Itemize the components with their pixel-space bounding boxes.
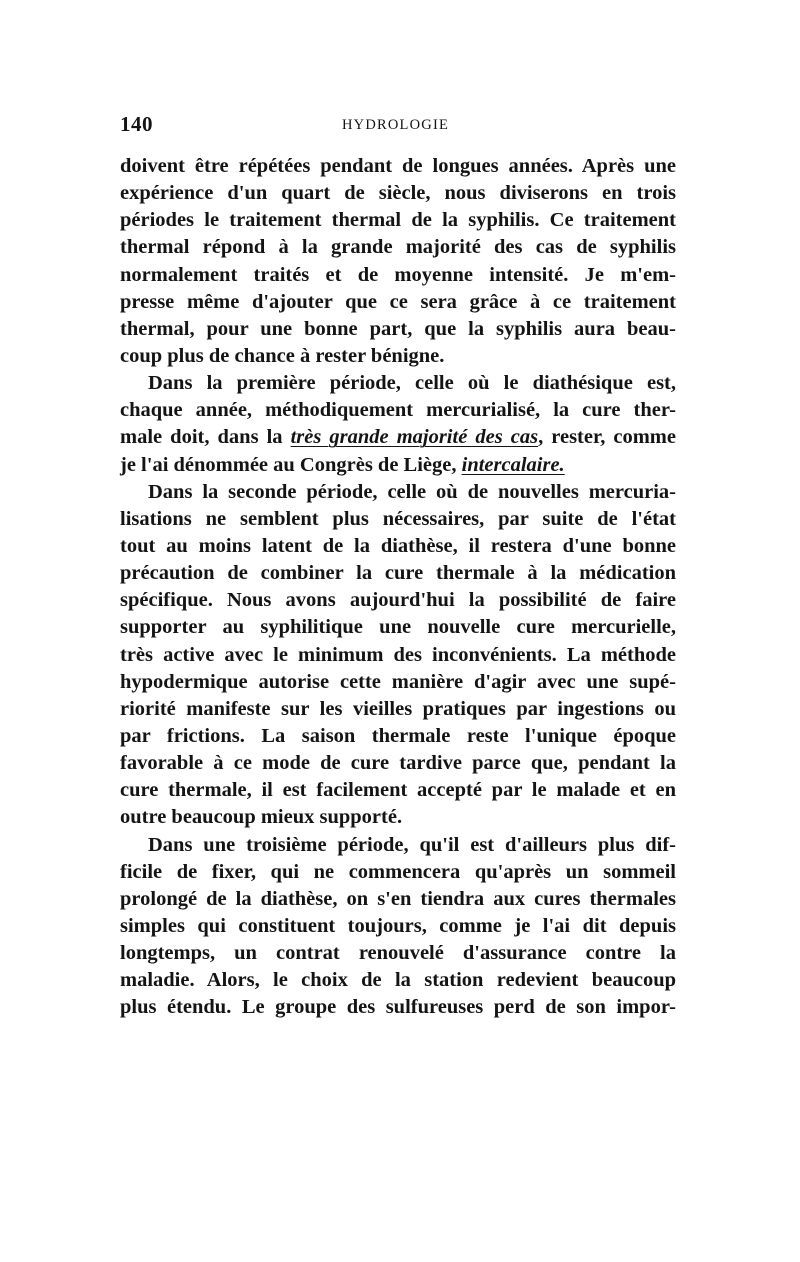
text-line: périodes le traitement thermal de la syphilis. Ce traitement xyxy=(120,209,676,232)
text-line: très active avec le minimum des inconvénients. La méthode xyxy=(120,643,676,666)
text-line: cure thermale, il est facilement accepté par le malade et en xyxy=(120,779,676,802)
italic-emphasis: très grande majorité des cas xyxy=(290,426,539,449)
text-line: favorable à ce mode de cure tardive parce que, pendant la xyxy=(120,752,676,775)
running-head: HYDROLOGIE xyxy=(342,117,450,133)
text-line: doivent être répétées pendant de longues années. Après une xyxy=(120,155,676,177)
text-line: riorité manifeste sur les vieilles pratiques par ingestions ou xyxy=(120,697,676,720)
text-line: ficile de fixer, qui ne commencera qu'après un sommeil xyxy=(120,860,676,883)
text-line: presse même d'ajouter que ce sera grâce à ce traitement xyxy=(120,290,676,313)
text-line: maladie. Alors, le choix de la station redevient beaucoup xyxy=(120,969,676,992)
page-number: 140 xyxy=(120,112,153,136)
text-line: lisations ne semblent plus nécessaires, par suite de l'état xyxy=(120,507,676,530)
text-line: spécifique. Nous avons aujourd'hui la possibilité de faire xyxy=(120,589,676,612)
text-line: thermal répond à la grande majorité des cas de syphilis xyxy=(120,236,676,259)
italic-emphasis: intercalaire. xyxy=(461,453,565,476)
text-line: hypodermique autorise cette manière d'agir avec une supé- xyxy=(120,670,676,693)
page-header xyxy=(120,112,676,142)
text-line: thermal, pour une bonne part, que la syphilis aura beau- xyxy=(120,317,676,340)
text-line: précaution de combiner la cure thermale à la médication xyxy=(120,562,676,585)
text-line: supporter au syphilitique une nouvelle cure mercurielle, xyxy=(120,616,676,639)
text-line: normalement traités et de moyenne intensité. Je m'em- xyxy=(120,263,676,286)
text-line: coup plus de chance à rester bénigne. xyxy=(120,344,445,367)
text-line: chaque année, méthodiquement mercurialisé, la cure ther- xyxy=(120,399,676,422)
text-line: simples qui constituent toujours, comme je l'ai dit depuis xyxy=(120,914,676,937)
text-line: outre beaucoup mieux supporté. xyxy=(120,806,403,829)
text-line: prolongé de la diathèse, on s'en tiendra aux cures thermales xyxy=(120,887,676,910)
text-segment: male doit, dans la xyxy=(120,426,291,449)
text-line: plus étendu. Le groupe des sulfureuses perd de son impor- xyxy=(120,996,676,1019)
paragraph-start-line: Dans la seconde période, celle où de nouvelles mercuria- xyxy=(148,480,676,503)
text-segment: , rester, comme xyxy=(538,426,676,449)
body-text xyxy=(120,153,676,1022)
text-line: tout au moins latent de la diathèse, il restera d'une bonne xyxy=(120,534,676,557)
paragraph-start-line: Dans la première période, celle où le diathésique est, xyxy=(148,372,676,395)
text-line: par frictions. La saison thermale reste l'unique époque xyxy=(120,724,676,747)
text-line: longtemps, un contrat renouvelé d'assurance contre la xyxy=(120,942,676,965)
text-line: expérience d'un quart de siècle, nous diviserons en trois xyxy=(120,182,676,205)
text-segment: je l'ai dénommée au Congrès de Liège, xyxy=(120,453,462,476)
text-line xyxy=(120,424,676,451)
paragraph-start-line: Dans une troisième période, qu'il est d'ailleurs plus dif- xyxy=(148,833,676,856)
text-line xyxy=(120,452,676,479)
